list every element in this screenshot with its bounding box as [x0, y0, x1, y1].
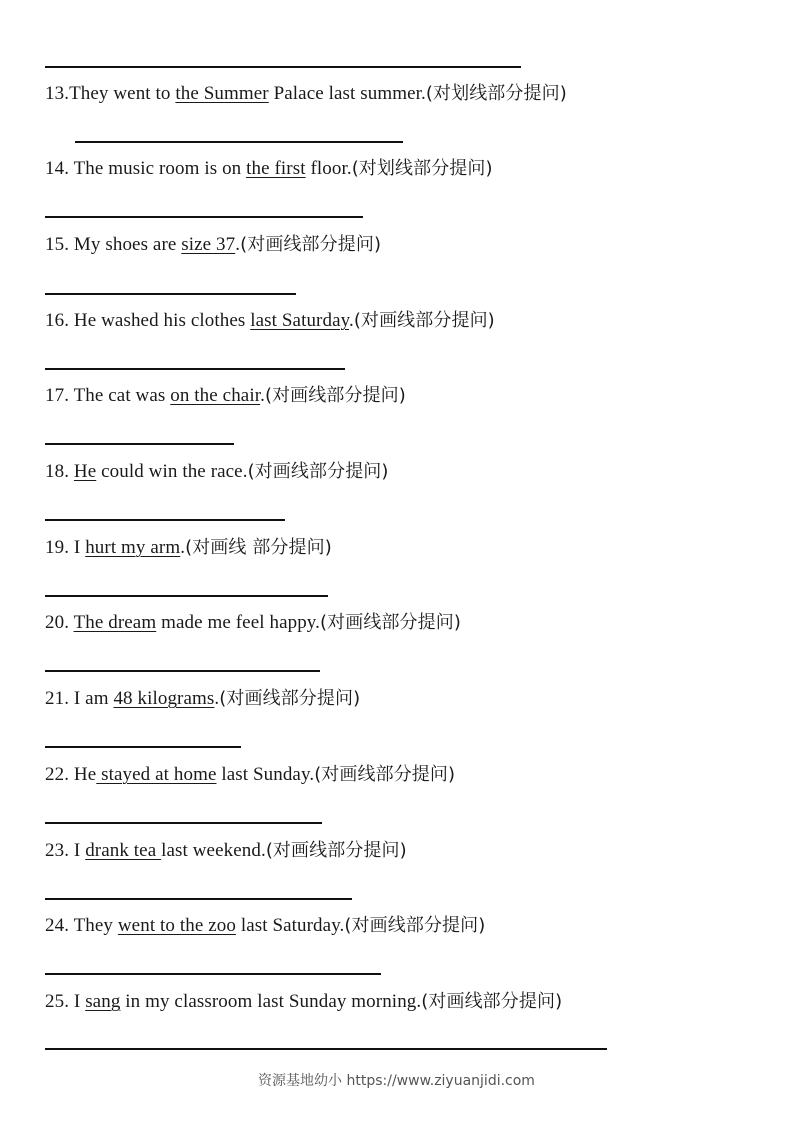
- question-24: [45, 914, 485, 938]
- underlined-part: the Summer: [175, 83, 269, 104]
- question-text: He: [73, 764, 97, 785]
- question-number: 23.: [45, 840, 74, 861]
- question-text: I: [73, 537, 86, 558]
- question-text: They went to: [69, 83, 176, 104]
- question-19: [45, 536, 332, 560]
- question-number: 22.: [45, 764, 74, 785]
- question-text-end: Palace last summer.: [268, 83, 426, 104]
- instruction-tag: (对画线部分提问): [314, 764, 456, 785]
- underlined-part: sang: [85, 991, 121, 1012]
- answer-line-19: [45, 595, 328, 597]
- question-number: 16.: [45, 310, 74, 331]
- question-text-end: last Sunday.: [216, 764, 315, 785]
- question-text-end: last weekend.: [161, 840, 266, 861]
- answer-line-12: [45, 66, 521, 68]
- question-text: I: [73, 991, 86, 1012]
- question-text: The music room is on: [73, 158, 247, 179]
- underlined-part: The dream: [73, 612, 157, 633]
- instruction-tag: (对画线部分提问): [265, 840, 407, 861]
- question-13: [45, 82, 567, 106]
- underlined-part: the first: [246, 158, 306, 179]
- question-text: I am: [73, 688, 114, 709]
- question-text-end: could win the race.: [96, 461, 248, 482]
- question-text-end: .: [348, 310, 354, 331]
- question-23: [45, 839, 407, 863]
- answer-line-13: [75, 141, 403, 143]
- answer-line-25: [45, 1048, 607, 1050]
- question-text-end: .: [235, 234, 241, 255]
- question-number: 24.: [45, 915, 74, 936]
- answer-line-24: [45, 973, 381, 975]
- answer-line-17: [45, 443, 234, 445]
- underlined-part: 48 kilograms: [113, 688, 215, 709]
- question-number: 15.: [45, 234, 74, 255]
- question-21: [45, 687, 360, 711]
- question-text: They: [73, 915, 118, 936]
- question-number: 25.: [45, 991, 74, 1012]
- question-16: [45, 309, 495, 333]
- question-20: [45, 611, 461, 635]
- answer-line-22: [45, 822, 322, 824]
- instruction-tag: (对画线部分提问): [247, 461, 389, 482]
- answer-line-20: [45, 670, 320, 672]
- question-number: 18.: [45, 461, 74, 482]
- instruction-tag: (对画线部分提问): [240, 234, 382, 255]
- question-25: [45, 990, 562, 1014]
- instruction-tag: (对画线部分提问): [344, 915, 486, 936]
- question-text-end: floor.: [305, 158, 352, 179]
- question-text: I: [73, 840, 86, 861]
- underlined-part: went to the zoo: [117, 915, 236, 936]
- question-number: 21.: [45, 688, 74, 709]
- instruction-tag: (对画线部分提问): [264, 385, 406, 406]
- instruction-tag: (对画线部分提问): [320, 612, 461, 633]
- question-text-end: last Saturday.: [235, 915, 345, 936]
- question-text: The cat was: [73, 385, 171, 406]
- question-number: 20.: [45, 612, 74, 633]
- question-text: He washed his clothes: [73, 310, 251, 331]
- question-text-end: .: [180, 537, 186, 558]
- underlined-part: stayed at home: [96, 764, 217, 785]
- question-text-end: made me feel happy.: [156, 612, 321, 633]
- question-22: [45, 763, 455, 787]
- underlined-part: last Saturday: [250, 310, 349, 331]
- instruction-tag: (对画线 部分提问): [185, 537, 332, 558]
- answer-line-16: [45, 368, 345, 370]
- underlined-part: He: [73, 461, 97, 482]
- question-text-end: in my classroom last Sunday morning.: [120, 991, 422, 1012]
- answer-line-23: [45, 898, 352, 900]
- question-14: [45, 157, 493, 181]
- question-text: My shoes are: [73, 234, 182, 255]
- question-number: 19.: [45, 537, 74, 558]
- question-17: [45, 384, 406, 408]
- underlined-part: drank tea: [85, 840, 162, 861]
- underlined-part: size 37: [181, 234, 236, 255]
- question-18: [45, 460, 389, 484]
- instruction-tag: (对画线部分提问): [353, 310, 495, 331]
- answer-line-15: [45, 293, 296, 295]
- instruction-tag: (对画线部分提问): [421, 991, 563, 1012]
- question-number: 14.: [45, 158, 74, 179]
- question-text-end: .: [214, 688, 220, 709]
- answer-line-14: [45, 216, 363, 218]
- answer-line-21: [45, 746, 241, 748]
- instruction-tag: (对画线部分提问): [219, 688, 361, 709]
- underlined-part: hurt my arm: [85, 537, 181, 558]
- question-text-end: .: [260, 385, 265, 406]
- instruction-tag: (对划线部分提问): [425, 83, 567, 104]
- question-number: 13.: [45, 83, 70, 104]
- footer-source: 资源基地幼小 https://www.ziyuanjidi.com: [258, 1073, 535, 1089]
- question-number: 17.: [45, 385, 74, 406]
- underlined-part: on the chair: [170, 385, 261, 406]
- question-15: [45, 233, 381, 257]
- instruction-tag: (对划线部分提问): [351, 158, 493, 179]
- answer-line-18: [45, 519, 285, 521]
